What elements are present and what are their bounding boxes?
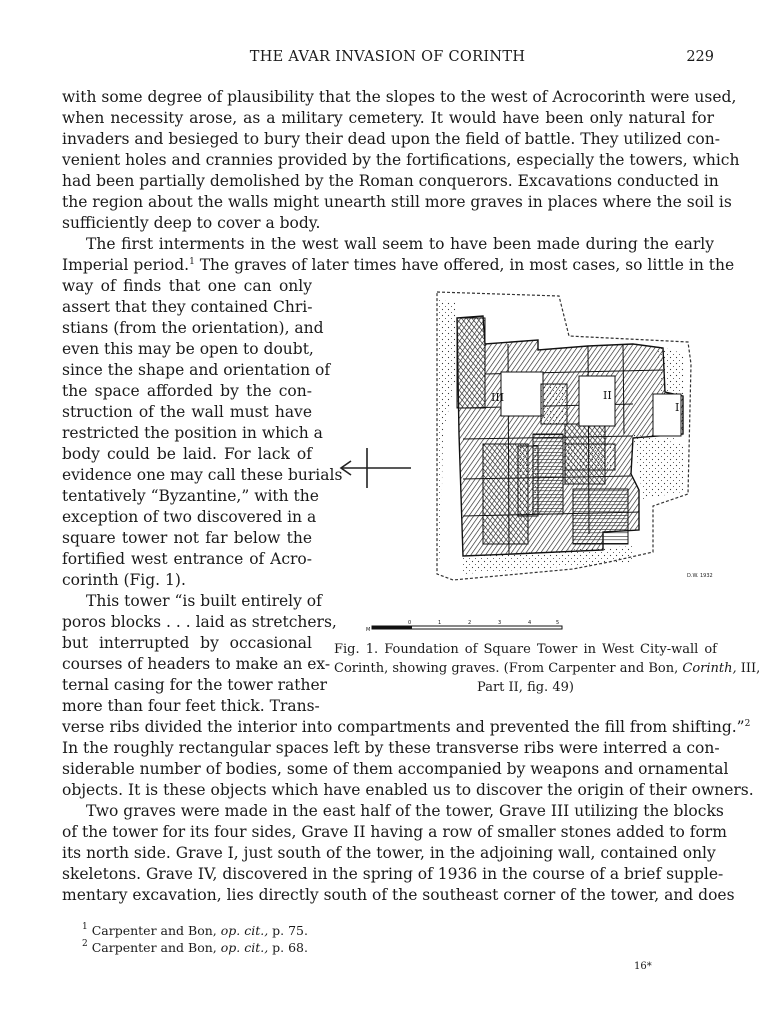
grave-label-i: I [675,401,680,414]
footnote-text: p. 75. [268,923,308,938]
footnote-italic: op. cit., [220,923,269,938]
footnote-text: p. 68. [268,940,308,955]
text-segment: Imperial period. [62,256,190,274]
text-line: poros blocks . . . laid as stretchers, [62,613,337,631]
running-head: THE AVAR INVASION OF CORINTH [249,49,526,65]
text-line: had been partially demolished by the Roman conquerors. Excavations conducted in [62,172,719,190]
text-line: objects. It is these objects which have enabled us to discover the origin of their owners. [62,781,754,799]
text-line: In the roughly rectangular spaces left by these transverse ribs were interred a con- [62,739,720,757]
text-line: even this may be open to doubt, [62,340,314,358]
text-line: body could be laid. For lack of [62,445,312,463]
text-line [62,717,751,738]
grave-label-iii: III [491,391,505,404]
scale-tick-label: 2 [468,620,472,626]
text-line: tentatively “Byzantine,” with the [62,487,319,505]
text-line: exception of two discovered in a [62,508,317,526]
text-segment: The graves of later times have offered, in most cases, so little in the [194,256,735,274]
grave-label-ii: II [603,389,612,402]
text-line [62,255,735,276]
tower-plan-figure [333,284,728,596]
text-line: with some degree of plausibility that the slopes to the west of Acrocorinth were used, [62,88,737,106]
text-line: siderable number of bodies, some of them accompanied by weapons and ornamental [62,760,729,778]
page-number: 229 [686,49,714,65]
text-line: but interrupted by occasional [62,634,312,652]
footnote-text: Carpenter and Bon, [91,923,221,938]
signature-mark: 16* [634,961,652,972]
text-line: This tower “is built entirely of [86,592,322,610]
text-line: square tower not far below the [62,529,312,547]
text-line: more than four feet thick. Trans- [62,697,320,715]
text-line: restricted the position in which a [62,424,323,442]
text-line: when necessity arose, as a military cemetery. It would have been only natural for [62,109,714,127]
text-segment: verse ribs divided the interior into compartments and prevented the fill from shifting.” [62,718,745,736]
caption-segment: Corinth, showing graves. (From Carpenter and Bon, [334,661,683,676]
scale-tick-label: 4 [528,620,532,626]
scale-tick-label: 3 [498,620,502,626]
scale-bar [366,617,566,633]
text-line: the region about the walls might unearth still more graves in places where the soil is [62,193,732,211]
footnote-italic: op. cit., [220,940,269,955]
footnote-mark: 1 [82,922,88,932]
draftsman-mark: D.W. 1932 [687,573,713,579]
text-line: courses of headers to make an ex- [62,655,331,673]
scale-unit-label: M [366,627,371,633]
footnote-1 [82,922,308,939]
footnote-mark: 2 [82,939,88,949]
text-line: sufficiently deep to cover a body. [62,214,321,232]
text-line: The first interments in the west wall seem to have been made during the early [86,235,714,253]
footnote-text: Carpenter and Bon, [91,940,221,955]
caption-italic: Corinth, [682,661,737,676]
text-line: corinth (Fig. 1). [62,571,186,589]
text-line: Two graves were made in the east half of the tower, Grave III utilizing the blocks [86,802,724,820]
text-line: assert that they contained Chri- [62,298,313,316]
figure-caption-line [334,659,761,678]
text-line: its north side. Grave I, just south of the tower, in the adjoining wall, contained only [62,844,716,862]
text-line: way of finds that one can only [62,277,312,295]
footnote-ref-2: 2 [744,719,751,729]
footnote-ref-1: 1 [189,257,195,267]
text-line: of the tower for its four sides, Grave II having a row of smaller stones added to form [62,823,727,841]
figure-caption-line: Part II, fig. 49) [477,680,574,695]
text-line: mentary excavation, lies directly south of the southeast corner of the tower, and does [62,886,735,904]
text-line: since the shape and orientation of [62,361,331,379]
text-line: stians (from the orientation), and [62,319,324,337]
text-line: fortified west entrance of Acro- [62,550,312,568]
text-line: invaders and besieged to bury their dead upon the field of battle. They utilized con- [62,130,720,148]
scale-tick-label: 5 [556,620,560,626]
text-line: the space afforded by the con- [62,382,312,400]
scale-tick-label: 0 [408,620,412,626]
text-line: evidence one may call these burials [62,466,343,484]
text-line: skeletons. Grave IV, discovered in the spring of 1936 in the course of a brief supple- [62,865,724,883]
footnote-2 [82,939,308,956]
caption-segment: III, [736,661,761,676]
text-line: venient holes and crannies provided by the fortifications, especially the towers, which [62,151,740,169]
text-line: struction of the wall must have [62,403,312,421]
figure-caption-line: Fig. 1. Foundation of Square Tower in West City-wall of [334,642,717,657]
text-line: ternal casing for the tower rather [62,676,328,694]
scale-tick-label: 1 [438,620,442,626]
